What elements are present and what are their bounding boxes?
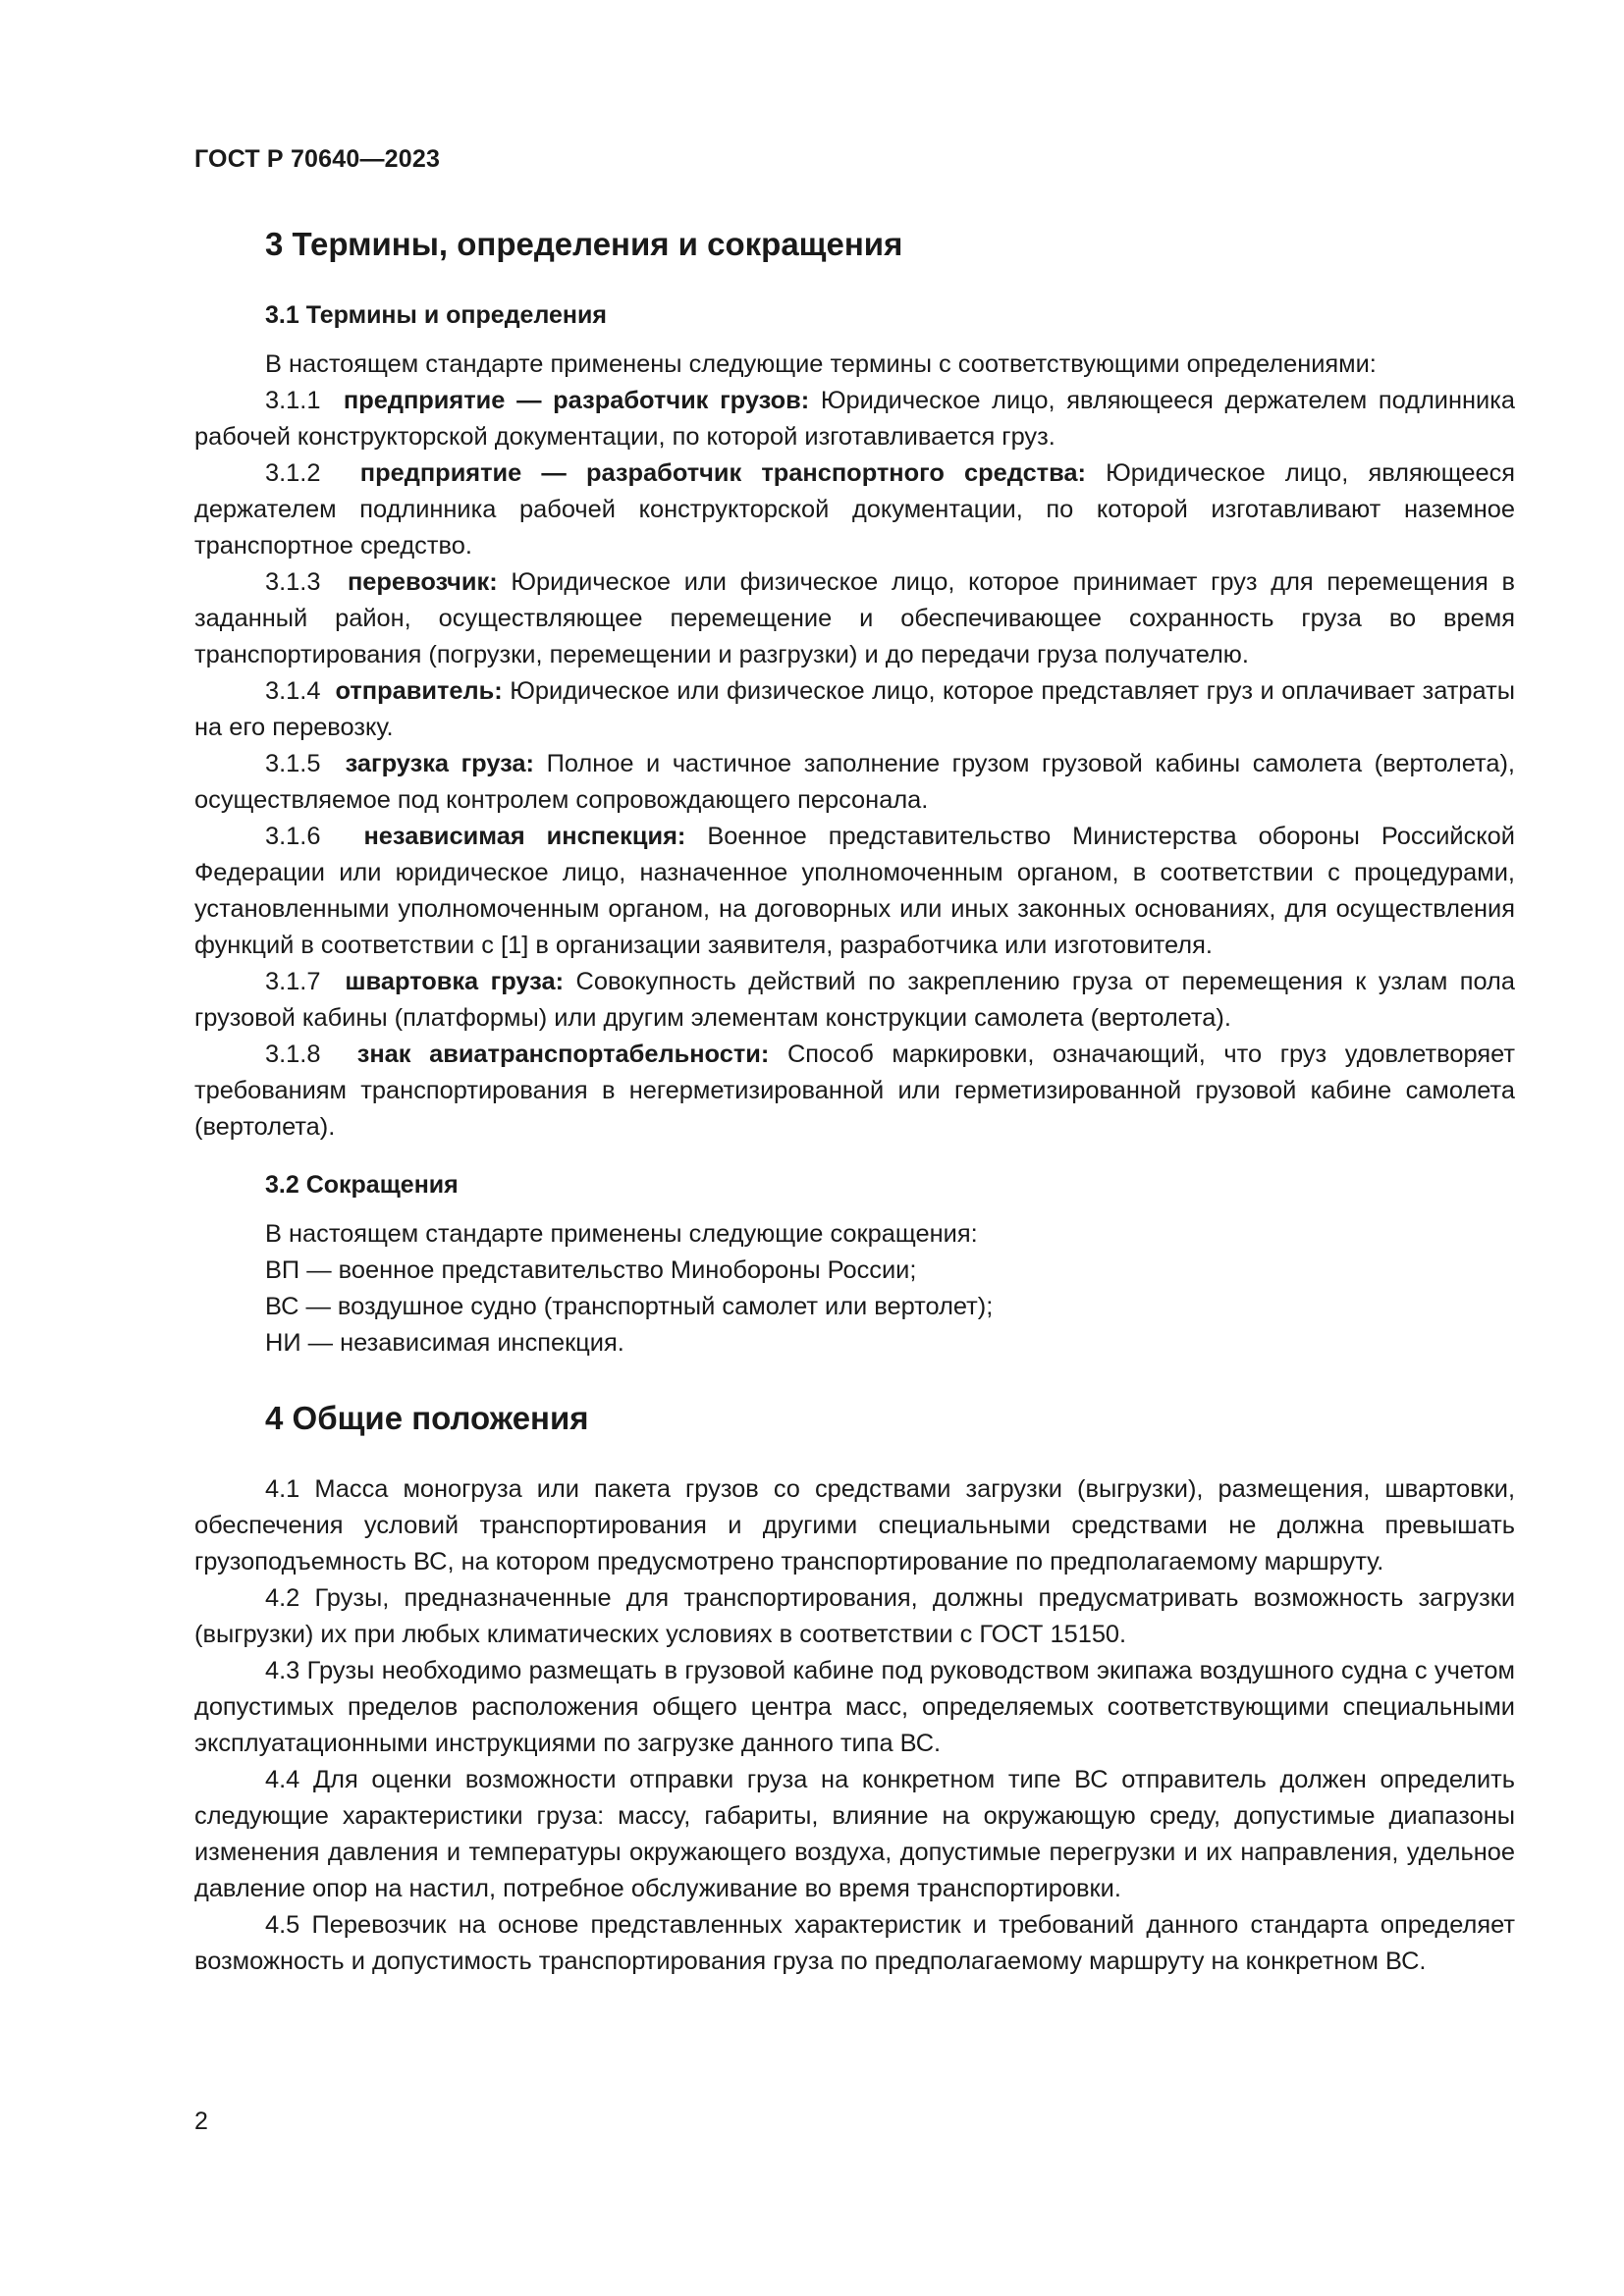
- page-number: 2: [194, 2108, 208, 2135]
- subsection-3-2-title: 3.2 Сокращения: [265, 1171, 459, 1199]
- term-name: предприятие — разработчик транспортного средства:: [359, 459, 1086, 487]
- term-name: швартовка груза:: [345, 968, 565, 995]
- term-name: независимая инспекция:: [363, 823, 686, 850]
- term-item: [194, 673, 1515, 746]
- abbreviation-item: ВП — военное представительство Минобороны России;: [265, 1256, 917, 1284]
- clause-paragraph: 4.3 Грузы необходимо размещать в грузовой кабине под руководством экипажа воздушного судна с учетом допустимых пределов расположения общего центра масс, определяемых соответствующими специальными эксплуатационными инструкциями по загрузке данного типа ВС.: [194, 1657, 1515, 1757]
- term-name: перевозчик:: [347, 568, 498, 596]
- term-number: 3.1.3: [265, 568, 321, 596]
- term-definition: Полное и частичное заполнение грузом грузовой кабины самолета (вертолета), осуществляемое под контролем сопровождающего персонала.: [194, 750, 1515, 814]
- term-number: 3.1.2: [265, 459, 321, 487]
- term-definition: Совокупность действий по закреплению груза от перемещения к узлам пола грузовой кабины (платформы) или другим элементам конструкции самолета (вертолета).: [194, 968, 1515, 1032]
- term-number: 3.1.5: [265, 750, 321, 777]
- term-definition: Военное представительство Министерства обороны Российской Федерации или юридическое лицо, назначенное уполномоченным органом, в соответствии с процедурами, установленными уполномоченным органом, на договорных или иных законных основаниях, для осуществления функций в соответствии с [1] в организации заявителя, разработчика или изготовителя.: [194, 823, 1515, 959]
- term-number: 3.1.1: [265, 387, 321, 414]
- clause-paragraph: 4.2 Грузы, предназначенные для транспортирования, должны предусматривать возможность загрузки (выгрузки) их при любых климатических условиях в соответствии с ГОСТ 15150.: [194, 1584, 1515, 1648]
- section-4-title: 4 Общие положения: [265, 1400, 589, 1436]
- clause-paragraph: 4.1 Масса моногруза или пакета грузов со средствами загрузки (выгрузки), размещения, швартовки, обеспечения условий транспортирования и другими специальными средствами не должна превышать грузоподъемность ВС, на котором предусмотрено транспортирование по предполагаемому маршруту.: [194, 1475, 1515, 1575]
- term-item: [194, 746, 1515, 819]
- term-definition: Юридическое или физическое лицо, которое представляет груз и оплачивает затраты на его перевозку.: [194, 677, 1515, 741]
- term-item: [194, 1037, 1515, 1146]
- term-definition: Юридическое лицо, являющееся держателем подлинника рабочей конструкторской документации, по которой изготавливают наземное транспортное средство.: [194, 459, 1516, 560]
- term-number: 3.1.7: [265, 968, 321, 995]
- term-item: [194, 819, 1515, 964]
- clause-paragraph: 4.5 Перевозчик на основе представленных характеристик и требований данного стандарта определяет возможность и допустимость транспортирования груза по предполагаемому маршруту на конкретном ВС.: [194, 1911, 1515, 1975]
- term-item: [194, 964, 1515, 1037]
- abbreviations-intro: В настоящем стандарте применены следующие сокращения:: [265, 1220, 978, 1248]
- term-definition: Способ маркировки, означающий, что груз удовлетворяет требованиям транспортирования в негерметизированной или герметизированной грузовой кабине самолета (вертолета).: [194, 1041, 1515, 1141]
- term-definition: Юридическое лицо, являющееся держателем подлинника рабочей конструкторской документации, по которой изготавливается груз.: [194, 387, 1515, 451]
- term-number: 3.1.8: [265, 1041, 321, 1068]
- document-header: ГОСТ Р 70640—2023: [194, 145, 441, 173]
- abbreviation-item: НИ — независимая инспекция.: [265, 1329, 624, 1357]
- term-name: предприятие — разработчик грузов:: [343, 387, 810, 414]
- terms-intro: В настоящем стандарте применены следующие термины с соответствующими определениями:: [265, 350, 1377, 378]
- abbreviation-item: ВС — воздушное судно (транспортный самолет или вертолет);: [265, 1293, 994, 1320]
- term-name: загрузка груза:: [345, 750, 535, 777]
- term-number: 3.1.6: [265, 823, 321, 850]
- document-page: [194, 145, 1515, 1980]
- section-3-title: 3 Термины, определения и сокращения: [265, 226, 903, 262]
- subsection-3-1-title: 3.1 Термины и определения: [265, 301, 607, 329]
- term-name: отправитель:: [335, 677, 503, 705]
- term-name: знак авиатранспортабельности:: [356, 1041, 770, 1068]
- term-item: [194, 455, 1515, 564]
- clause-paragraph: 4.4 Для оценки возможности отправки груза на конкретном типе ВС отправитель должен определить следующие характеристики груза: массу, габариты, влияние на окружающую среду, допустимые диапазоны изменения давления и температуры окружающего воздуха, допустимые перегрузки и их направления, удельное давление опор на настил, потребное обслуживание во время транспортировки.: [194, 1766, 1515, 1902]
- term-item: [194, 564, 1515, 673]
- term-item: [194, 383, 1515, 455]
- term-number: 3.1.4: [265, 677, 321, 705]
- term-definition: Юридическое или физическое лицо, которое принимает груз для перемещения в заданный район, осуществляющее перемещение и обеспечивающее сохранность груза во время транспортирования (погрузки, перемещении и разгрузки) и до передачи груза получателю.: [194, 568, 1515, 668]
